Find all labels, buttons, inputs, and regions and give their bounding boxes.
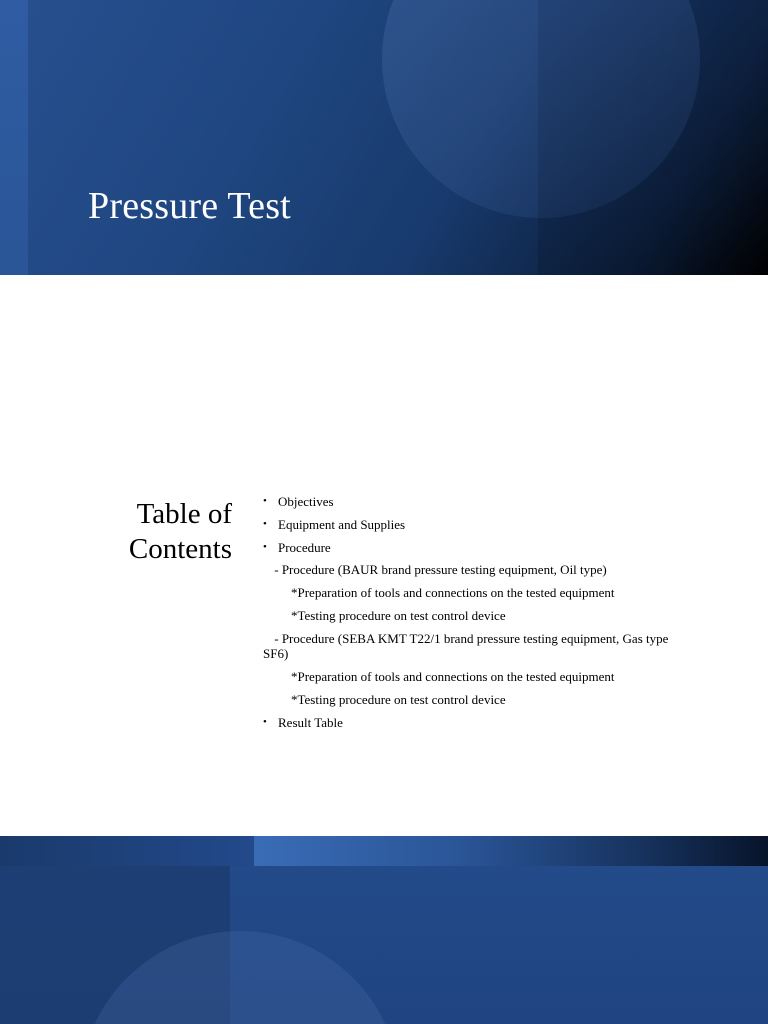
toc-item-procedure-seba [263,631,673,662]
decorative-overlay [538,0,768,275]
toc-item-seba-testing: *Testing procedure on test control device [291,691,506,707]
toc-heading: Table of Contents [128,498,232,565]
toc-item-baur-testing: *Testing procedure on test control device [291,607,506,623]
slide-title: Pressure Test [88,185,291,227]
decorative-strip-left [0,836,254,866]
toc-item-procedure: • Procedure [263,540,673,556]
toc-item-equipment: • Equipment and Supplies [263,517,673,533]
toc-list [263,494,673,737]
toc-item-baur-preparation: *Preparation of tools and connections on the tested equipment [291,585,615,601]
next-slide-preview [0,836,768,1024]
toc-item-text: - Procedure (SEBA KMT T22/1 brand pressure testing equipment, Gas type SF6) [263,630,672,662]
toc-item-seba-preparation: *Preparation of tools and connections on the tested equipment [291,669,615,685]
decorative-strip [254,836,768,866]
toc-item-result-table: • Result Table [263,715,673,731]
slide-accent-band [0,0,28,275]
toc-item-objectives: • Objectives [263,494,673,510]
toc-item-text: - Procedure (BAUR brand pressure testing equipment, Oil type) [271,562,607,578]
title-slide [0,0,768,275]
toc-item-procedure-baur [263,562,673,578]
